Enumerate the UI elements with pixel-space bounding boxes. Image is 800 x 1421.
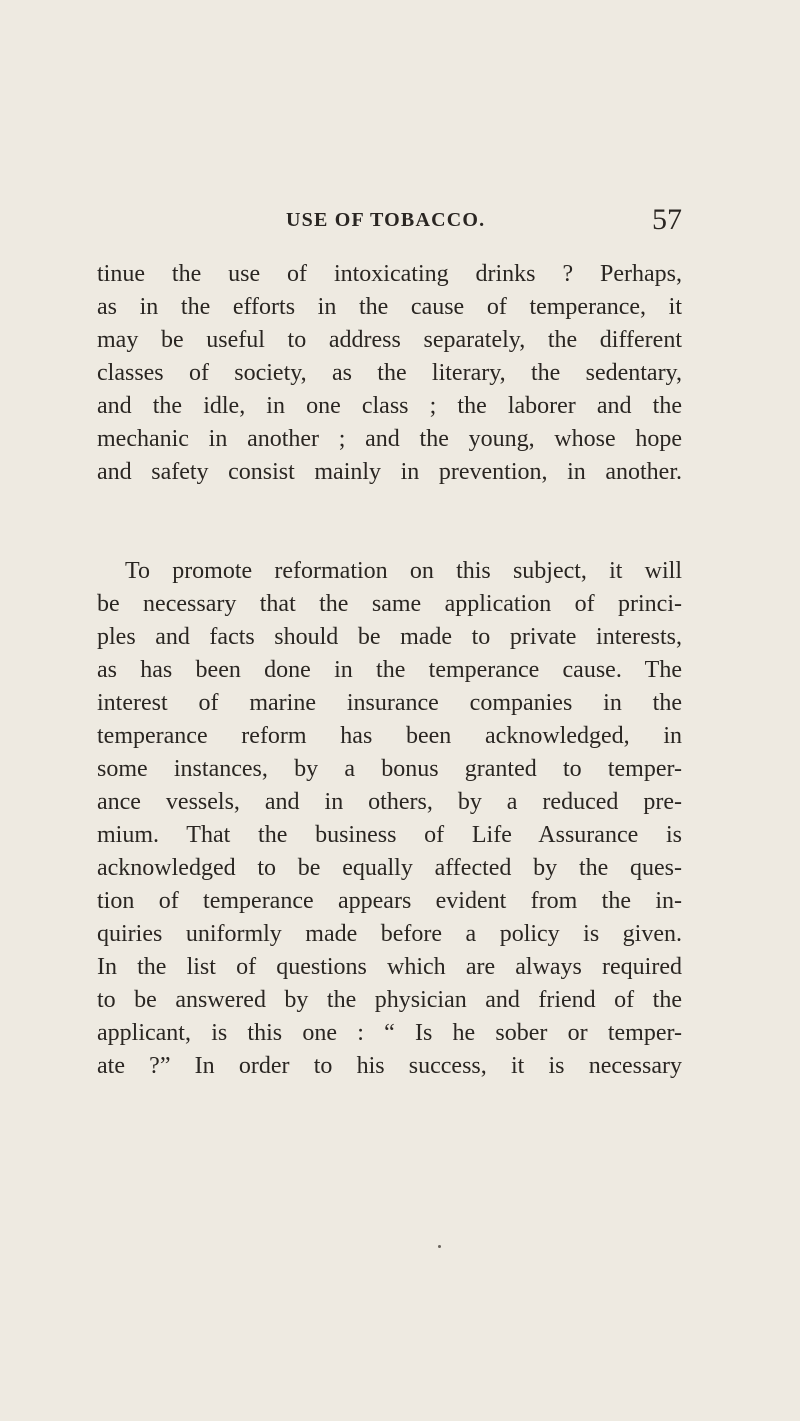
text-line: tion of temperance appears evident from the in- [97, 888, 682, 914]
text-line: classes of society, as the literary, the sedentary, [97, 360, 682, 386]
text-line: mechanic in another ; and the young, whose hope [97, 426, 682, 452]
text-line: ance vessels, and in others, by a reduced pre- [97, 789, 682, 815]
text-line: temperance reform has been acknowledged, in [97, 723, 682, 749]
text-line: ples and facts should be made to private interests, [97, 624, 682, 650]
paper-speck [438, 1245, 441, 1248]
text-line: to be answered by the physician and friend of the [97, 987, 682, 1013]
text-line: be necessary that the same application of princi- [97, 591, 682, 617]
running-head [286, 203, 682, 243]
text-line: and the idle, in one class ; the laborer and the [97, 393, 682, 419]
text-line: mium. That the business of Life Assurance is [97, 822, 682, 848]
text-line: as has been done in the temperance cause. The [97, 657, 682, 683]
text-line: quiries uniformly made before a policy is given. [97, 921, 682, 947]
text-line: and safety consist mainly in prevention, in another. [97, 459, 682, 485]
text-line: To promote reformation on this subject, it will [125, 558, 682, 584]
text-line: ate ?” In order to his success, it is necessary [97, 1053, 682, 1079]
text-line: acknowledged to be equally affected by the ques- [97, 855, 682, 881]
text-line: tinue the use of intoxicating drinks ? Perhaps, [97, 261, 682, 287]
text-line: may be useful to address separately, the different [97, 327, 682, 353]
text-line: interest of marine insurance companies in the [97, 690, 682, 716]
text-line: some instances, by a bonus granted to temper- [97, 756, 682, 782]
page-number: 57 [652, 203, 682, 236]
text-line: In the list of questions which are always required [97, 954, 682, 980]
text-line: as in the efforts in the cause of temperance, it [97, 294, 682, 320]
running-title: USE OF TOBACCO. [286, 209, 486, 231]
text-line: applicant, is this one : “ Is he sober or temper- [97, 1020, 682, 1046]
